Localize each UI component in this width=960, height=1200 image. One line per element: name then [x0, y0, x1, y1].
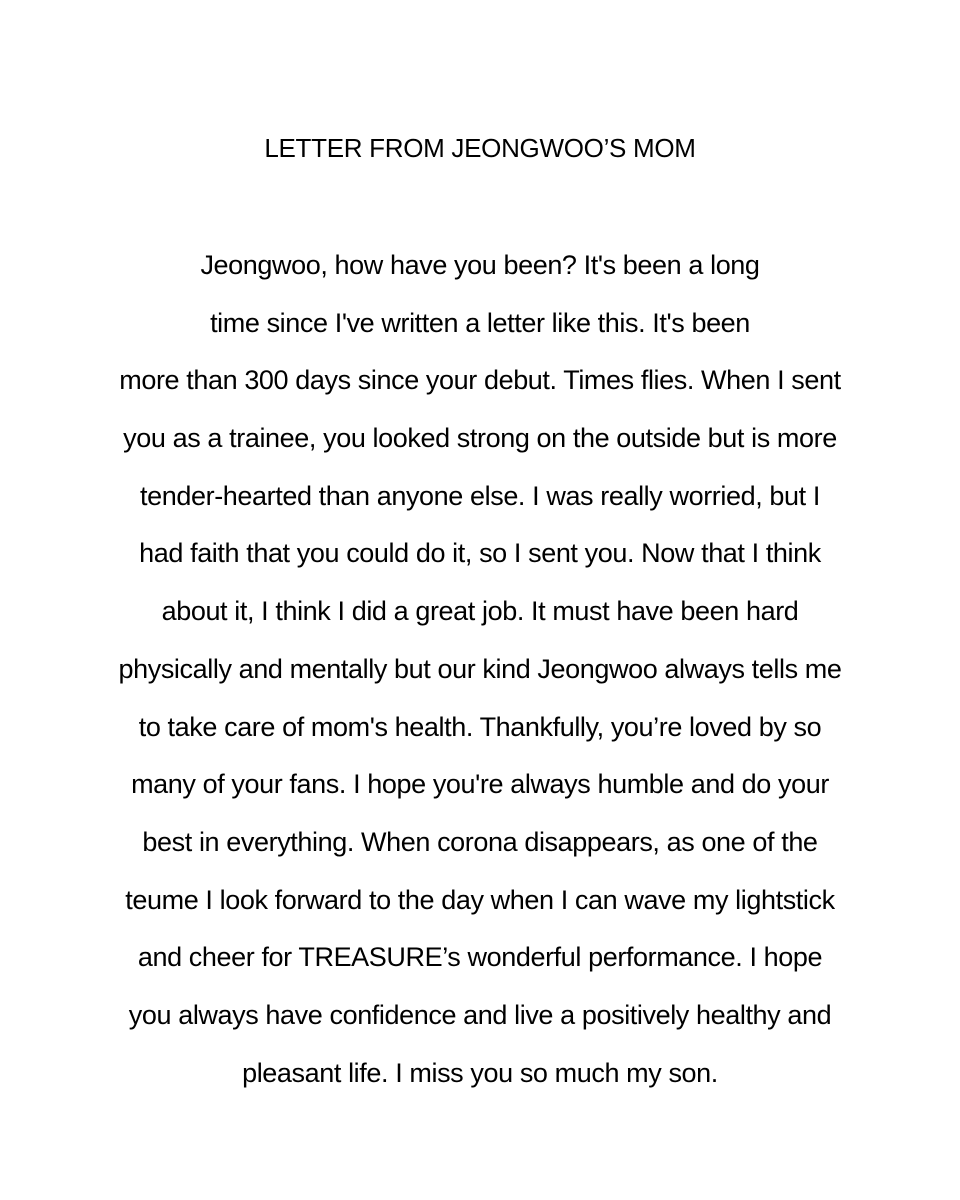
letter-line: many of your fans. I hope you're always humble and do your: [131, 769, 829, 800]
letter-line: pleasant life. I miss you so much my son.: [242, 1057, 718, 1088]
letter-line: time since I've written a letter like this. It's been: [210, 307, 750, 338]
letter-line: you always have confidence and live a positively healthy and: [128, 999, 832, 1030]
letter-line: had faith that you could do it, so I sent you. Now that I think: [139, 538, 821, 569]
letter-line: you as a trainee, you looked strong on the outside but is more: [123, 423, 837, 454]
letter-line: tender-hearted than anyone else. I was really worried, but I: [140, 480, 820, 511]
letter-line: more than 300 days since your debut. Times flies. When I sent: [119, 365, 841, 396]
letter-title: LETTER FROM JEONGWOO’S MOM: [264, 133, 696, 163]
letter-line: Jeongwoo, how have you been? It's been a long: [200, 250, 760, 280]
letter-line: about it, I think I did a great job. It must have been hard: [161, 596, 799, 627]
letter-line: teume I look forward to the day when I can wave my lightstick: [125, 884, 835, 915]
letter-line: best in everything. When corona disappears, as one of the: [142, 826, 818, 857]
letter-line: and cheer for TREASURE’s wonderful performance. I hope: [137, 942, 823, 973]
letter-line: physically and mentally but our kind Jeongwoo always tells me: [118, 653, 842, 684]
letter-body: [0, 245, 960, 1110]
letter-line: to take care of mom's health. Thankfully, you’re loved by so: [138, 711, 822, 742]
